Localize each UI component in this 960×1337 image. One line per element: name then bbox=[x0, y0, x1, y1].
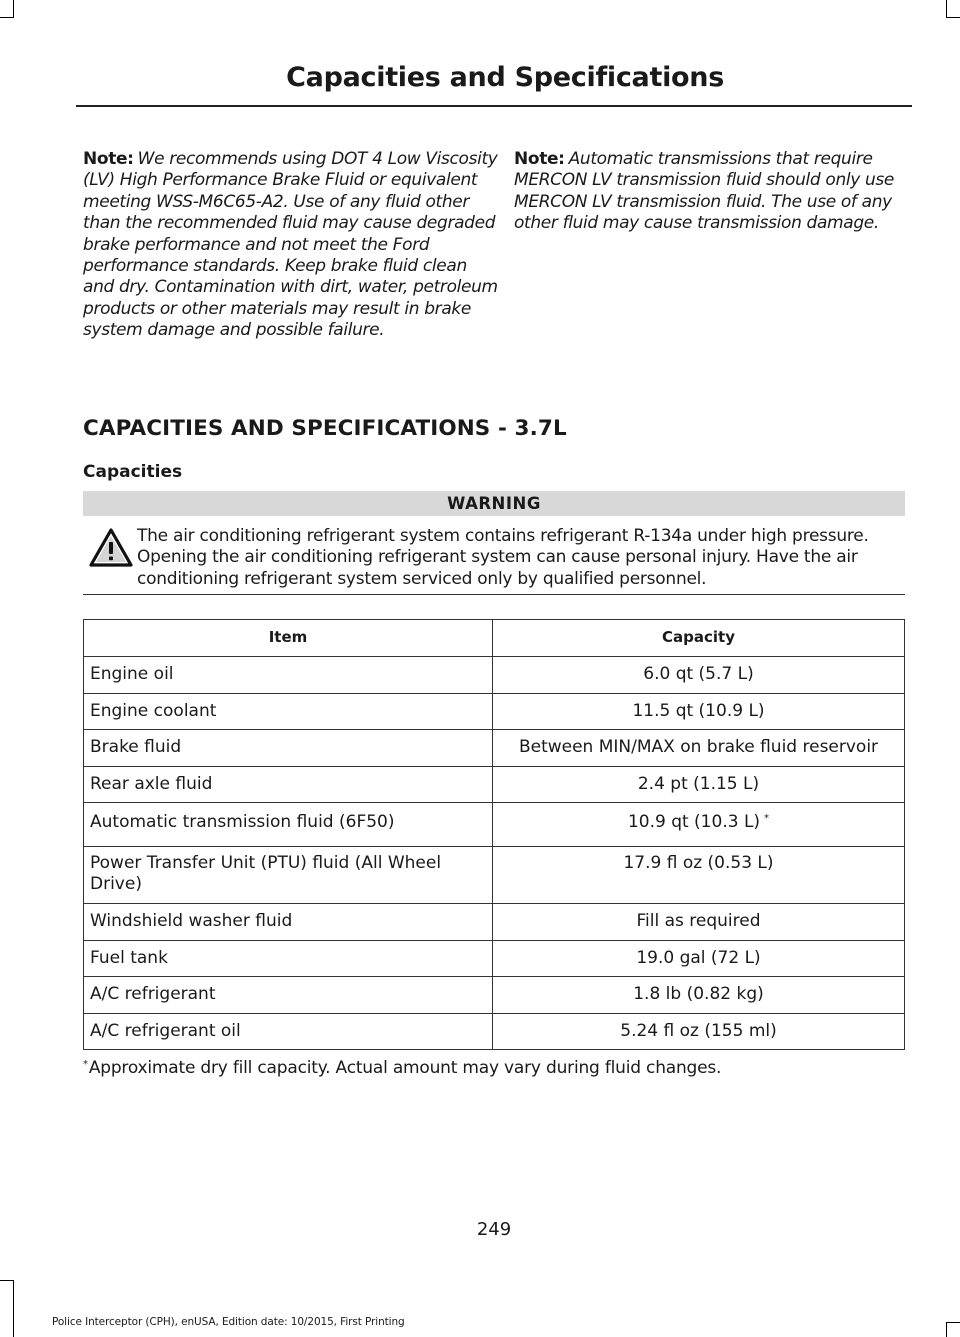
table-row bbox=[84, 803, 905, 847]
capacity-cell bbox=[493, 940, 905, 977]
capacity-value: 19.0 gal (72 L) bbox=[636, 947, 761, 968]
item-cell: A/C refrigerant oil bbox=[84, 1013, 493, 1050]
table-row bbox=[84, 766, 905, 803]
item-cell: Rear axle fluid bbox=[84, 766, 493, 803]
footnote-marker: * bbox=[83, 1059, 88, 1070]
capacity-cell bbox=[493, 693, 905, 730]
sub-heading: Capacities bbox=[83, 462, 183, 482]
table-row bbox=[84, 904, 905, 941]
table-row bbox=[84, 730, 905, 767]
item-cell: Engine oil bbox=[84, 657, 493, 694]
capacity-value: 17.9 fl oz (0.53 L) bbox=[623, 853, 774, 873]
column-header-capacity: Capacity bbox=[493, 620, 905, 657]
capacity-cell bbox=[493, 904, 905, 941]
warning-text: The air conditioning refrigerant system contains refrigerant R-134a under high pressure. Opening the air conditioning refrigerant system can cause personal injury. Have the air conditioning refrigerant system serviced only by qualified personnel. bbox=[137, 526, 869, 589]
warning-rule bbox=[83, 594, 905, 595]
crop-mark-top-right-h bbox=[946, 17, 960, 18]
capacity-cell bbox=[493, 766, 905, 803]
table-header-row bbox=[84, 620, 905, 657]
capacity-value: Fill as required bbox=[636, 911, 761, 931]
note-transmission-fluid bbox=[514, 149, 910, 235]
capacity-value: Between MIN/MAX on brake fluid reservoir bbox=[518, 737, 879, 757]
note-text: Automatic transmissions that require MERCON LV transmission fluid should only use MERCON LV transmission fluid. The use of any other fluid may cause transmission damage. bbox=[514, 149, 895, 234]
note-text: We recommends using DOT 4 Low Viscosity (LV) High Performance Brake Fluid or equivalent meeting WSS-M6C65-A2. Use of any fluid other than the recommended fluid may cause degraded brake performance and not meet the Ford performance standards. Keep brake fluid clean and dry. Contamination with dirt, water, petroleum products or other materials may result in brake system damage and possible failure. bbox=[83, 149, 498, 341]
capacity-cell bbox=[493, 1013, 905, 1050]
warning-triangle-icon bbox=[89, 528, 133, 568]
capacity-cell bbox=[493, 847, 905, 904]
table-row bbox=[84, 977, 905, 1014]
footnote-marker: * bbox=[764, 813, 770, 824]
capacities-table bbox=[83, 619, 905, 1050]
table-row bbox=[84, 693, 905, 730]
edition-info: Police Interceptor (CPH), enUSA, Edition date: 10/2015, First Printing bbox=[52, 1316, 405, 1328]
capacity-value: 10.9 qt (10.3 L) bbox=[627, 812, 761, 832]
capacity-value: 1.8 lb (0.82 kg) bbox=[633, 984, 764, 1004]
capacity-cell bbox=[493, 803, 905, 847]
table-row bbox=[84, 1013, 905, 1050]
capacity-value: 6.0 qt (5.7 L) bbox=[643, 664, 754, 684]
capacity-value: 5.24 fl oz (155 ml) bbox=[620, 1020, 777, 1041]
warning-label: WARNING bbox=[83, 491, 905, 516]
table-row bbox=[84, 657, 905, 694]
crop-mark-bottom-right bbox=[946, 1322, 947, 1337]
table-row bbox=[84, 847, 905, 904]
capacity-value: 11.5 qt (10.9 L) bbox=[632, 700, 765, 721]
crop-mark-top-left bbox=[13, 0, 14, 18]
note-brake-fluid bbox=[83, 149, 499, 342]
capacity-cell bbox=[493, 730, 905, 767]
item-cell: Automatic transmission fluid (6F50) bbox=[84, 803, 493, 847]
item-cell: Fuel tank bbox=[84, 940, 493, 977]
item-cell: A/C refrigerant bbox=[84, 977, 493, 1014]
title-rule bbox=[76, 105, 912, 107]
item-cell: Windshield washer fluid bbox=[84, 904, 493, 941]
crop-mark-bottom-right-h bbox=[946, 1322, 960, 1323]
item-cell: Brake fluid bbox=[84, 730, 493, 767]
column-header-item: Item bbox=[84, 620, 493, 657]
capacity-value: 2.4 pt (1.15 L) bbox=[637, 773, 760, 794]
note-lead: Note: bbox=[514, 149, 565, 169]
item-cell: Engine coolant bbox=[84, 693, 493, 730]
footnote bbox=[83, 1058, 721, 1078]
page-number: 249 bbox=[476, 1219, 512, 1240]
item-cell: Power Transfer Unit (PTU) fluid (All Wheel Drive) bbox=[84, 847, 493, 904]
crop-mark-bottom-left bbox=[13, 1280, 14, 1337]
page-title: Capacities and Specifications bbox=[286, 62, 724, 93]
capacity-cell bbox=[493, 977, 905, 1014]
table-row bbox=[84, 940, 905, 977]
capacity-cell bbox=[493, 657, 905, 694]
crop-mark-top-left-h bbox=[0, 17, 14, 18]
crop-mark-bottom-left-h bbox=[0, 1280, 14, 1281]
crop-mark-top-right bbox=[946, 0, 947, 18]
footnote-text: Approximate dry fill capacity. Actual amount may vary during fluid changes. bbox=[88, 1058, 722, 1078]
section-heading: CAPACITIES AND SPECIFICATIONS - 3.7L bbox=[83, 416, 567, 441]
note-lead: Note: bbox=[83, 149, 134, 169]
